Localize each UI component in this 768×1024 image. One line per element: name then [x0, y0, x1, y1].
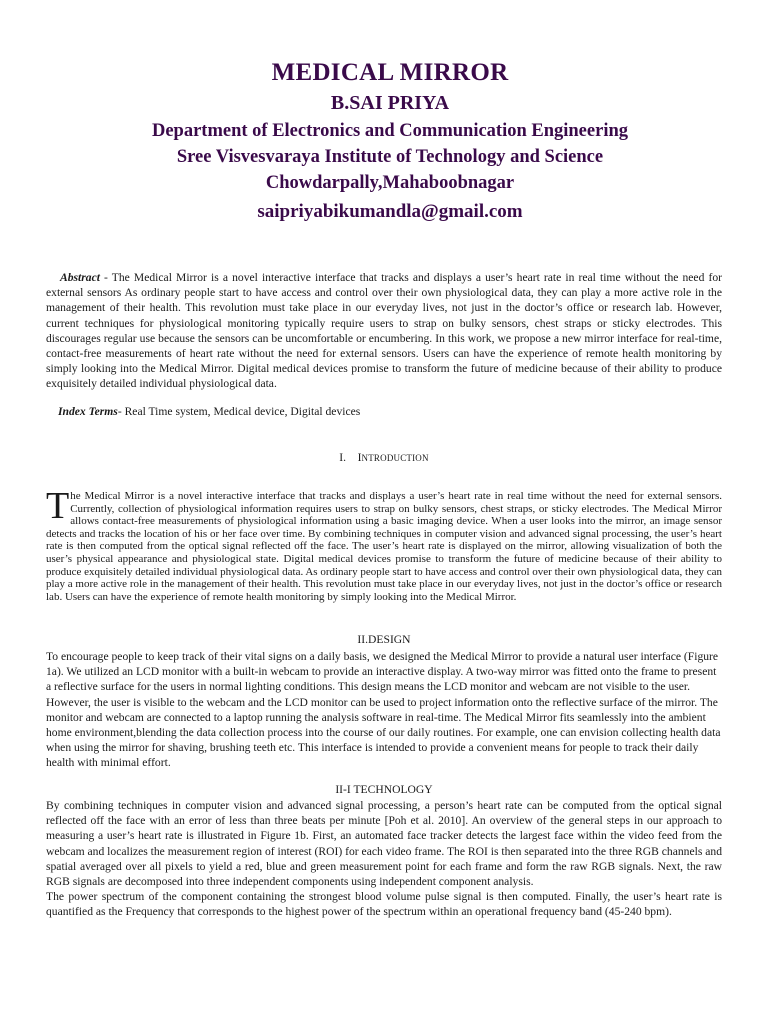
technology-paragraph-1: By combining techniques in computer vision and advanced signal processing, a person’s heart rate can be computed from the optical signal reflected off the face with an error of less than three beats per minute [Poh et al. 2010]. An overview of the general steps in our approach to measuring a user’s heart rate is illustrated in Figure 1b. First, an automated face tracker detects the largest face within the video feed from the webcam and localizes the measurement region of interest (ROI) for each video frame. The ROI is then separated into the three RGB channels and spatial averaged over all pixels to yield a red, blue and green measurement point for each frame and form the raw RGB signals. Next, the raw RGB signals are decomposed into three independent components using independent component analysis.: [46, 799, 722, 889]
abstract: [46, 270, 722, 392]
introduction-text: he Medical Mirror is a novel interactive interface that tracks and displays a user’s heart rate in real time without the need for external sensors. Currently, collection of physiological information requires users to strap on bulky sensors, chest straps, or sticky electrodes. The Medical Mirror allows contact-free measurements of physiological information using a basic imaging device. When a user looks into the mirror, an image sensor detects and tracks the location of his or her face over time. By combining techniques in computer vision and advanced signal processing, the user’s heart rate is then computed from the optical signal reflected off the face. The user’s heart rate is displayed on the mirror, allowing visualization of both the user’s physical appearance and physiological state. Digital medical devices promise to transform the future of medicine because of their ability to produce exquisitely detailed individual physiological data. As ordinary people start to have access and control over their own physiological data, they can play a more active role in the management of their health. This revolution must take place in our everyday lives, not just in the doctor’s office or research lab. Users can have the experience of remote health monitoring by simply looking into the Medical Mirror.: [46, 490, 722, 603]
technology-paragraph-2: The power spectrum of the component containing the strongest blood volume pulse signal is then computed. Finally, the user’s heart rate is quantified as the Frequency that corresponds to the highest power of the spectrum within an operational frequency band (45-240 bpm).: [46, 890, 722, 919]
introduction-paragraph: [46, 485, 722, 603]
section-cap: I: [357, 451, 362, 464]
author-name: B.SAI PRIYA: [330, 92, 450, 114]
paper-title: MEDICAL MIRROR: [271, 59, 509, 86]
technology-section: [46, 798, 722, 920]
design-paragraph: To encourage people to keep track of their vital signs on a daily basis, we designed the Medical Mirror to provide a natural user interface (Figure 1a). We utilized an LCD monitor with a built-in webcam to provide an interactive display. A two-way mirror was fitted onto the frame to present a reflective surface for the users in normal lighting conditions. This design means the LCD monitor and webcam are not visible to the user. However, the user is visible to the webcam and the LCD monitor can be used to project information onto the reflective surface of the mirror. The monitor and webcam are connected to a laptop running the analysis software in real-time. The Medical Mirror fits seamlessly into the ambient home environment,blending the data collection process into the course of our daily routines. For example, one can envision collecting health data when using the mirror for shaving, brushing teeth etc. This interface is intended to provide a convenient means for people to track their daily health with minimal effort.: [46, 650, 721, 770]
index-terms-label: Index Terms: [58, 405, 118, 418]
location: Chowdarpally,Mahaboobnagar: [265, 173, 515, 193]
section-heading-introduction: [0, 450, 768, 466]
section-heading-technology: II-I TECHNOLOGY: [335, 783, 433, 796]
author-email: saipriyabikumandla@gmail.com: [257, 201, 523, 222]
abstract-label: Abstract: [60, 271, 100, 284]
section-heading-design: II.DESIGN: [357, 633, 411, 646]
abstract-text: - The Medical Mirror is a novel interactive interface that tracks and displays a user’s heart rate in real time without the need for external sensors As ordinary people start to have access and control over their own physiological data, they can play a more active role in the management of their health. This revolution must take place in our everyday lives, not just in the doctor’s office or research lab. However, current techniques for physiological monitoring typically require users to strap on bulky sensors, chest straps or sticky electrodes. This discourages regular use because the sensors can be uncomfortable or encumbering. In this work, we propose a new mirror interface for real-time, contact-free measurements of heart rate without the need for external sensors. Users can have the experience of remote health monitoring by simply looking into the Medical Mirror. Digital medical devices promise to transform the future of medicine because of their ability to produce exquisitely detailed individual physiological data.: [46, 271, 722, 391]
section-numeral: I.: [339, 451, 347, 464]
section-rest: NTRODUCTION: [361, 453, 429, 463]
department: Department of Electronics and Communication Engineering: [151, 121, 628, 141]
paper-header: [0, 58, 768, 226]
index-terms: [58, 404, 360, 419]
index-terms-text: - Real Time system, Medical device, Digital devices: [117, 405, 361, 418]
institute: Sree Visvesvaraya Institute of Technology and Science: [176, 147, 604, 167]
drop-cap: T: [46, 485, 70, 527]
